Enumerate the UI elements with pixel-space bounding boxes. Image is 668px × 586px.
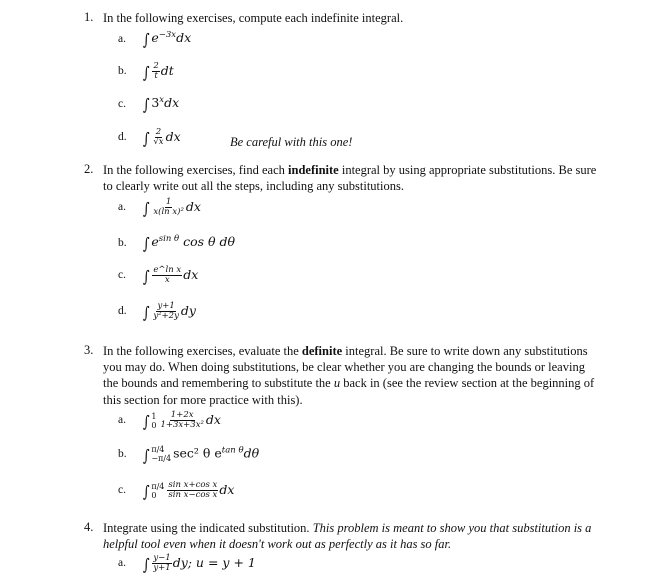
exercise-label: b. <box>118 448 127 460</box>
exercise-label: a. <box>118 414 126 426</box>
exercise-label: a. <box>118 557 126 569</box>
integral-expression: ∫ $\frac{1}{\text{x(ln x)²}}$ dx <box>142 197 201 218</box>
integral-expression: ∫ π/4 −π/4 sec² θ $e^{tan \theta}d\theta$ <box>142 445 260 465</box>
integral-expression: ∫ $e^{sin \theta}$ cos θ dθ <box>142 234 236 254</box>
integral-expression: ∫ $\frac{2}{√x}$ dx <box>142 127 181 148</box>
integral-expression: ∫ $\frac{y-1}{y+1}$ dy; u = y + 1 <box>142 553 256 574</box>
exercise-label: c. <box>118 484 126 496</box>
exercise-label: b. <box>118 237 127 249</box>
question-number: 1. <box>84 10 94 24</box>
integral-expression: ∫ $\frac{y+1}{\text{y²+2y}}$ dy <box>142 301 196 322</box>
integral-expression: ∫ $\frac{\text{e\textasciicircum{}ln x}}{x}$ dx <box>142 265 199 286</box>
exercise-label: a. <box>118 201 126 213</box>
question-text: Integrate using the indicated substitution. This problem is meant to show you that substitution is a helpful tool even when it doesn't work out as perfectly as it has so far. <box>103 521 592 552</box>
exercise-label: c. <box>118 269 126 281</box>
exercise-label: b. <box>118 65 127 77</box>
integral-expression: ∫ $e^{-3x}dx$ <box>142 30 192 50</box>
question-text: In the following exercises, compute each indefinite integral. <box>103 11 404 25</box>
question-number: 4. <box>84 520 94 534</box>
exercise-label: a. <box>118 33 126 45</box>
integral-expression: ∫ $\frac{2}{t}$ dt <box>142 61 174 82</box>
question-text: In the following exercises, find each indefinite integral by using appropriate substitutions. Be sure to clearly write out all the steps, including any substitutions. <box>103 163 597 194</box>
integral-expression: ∫ π/4 0 $\frac{\text{sin x+cos x}}{\text{sin x−cos x}}$ dx <box>142 480 235 501</box>
exercise-label: c. <box>118 98 126 110</box>
integral-expression: ∫ 3$^x$dx <box>142 95 180 115</box>
question-text: In the following exercises, evaluate the definite integral. Be sure to write down any substitutions you may do. When doing substitutions, be clear whether you are changing the bounds or leaving the bounds and remembering to substitute the u back in (see the review section at the beginning of this section for more practice with this). <box>103 344 595 407</box>
exercise-label: d. <box>118 131 127 143</box>
exercise-label: d. <box>118 305 127 317</box>
question-number: 2. <box>84 162 94 176</box>
warning-note: Be careful with this one! <box>230 135 353 149</box>
question-number: 3. <box>84 343 94 357</box>
integral-expression: ∫ 1 0 $\frac{1+2x}{\text{1+3x+3x²}}$ dx <box>142 410 221 431</box>
